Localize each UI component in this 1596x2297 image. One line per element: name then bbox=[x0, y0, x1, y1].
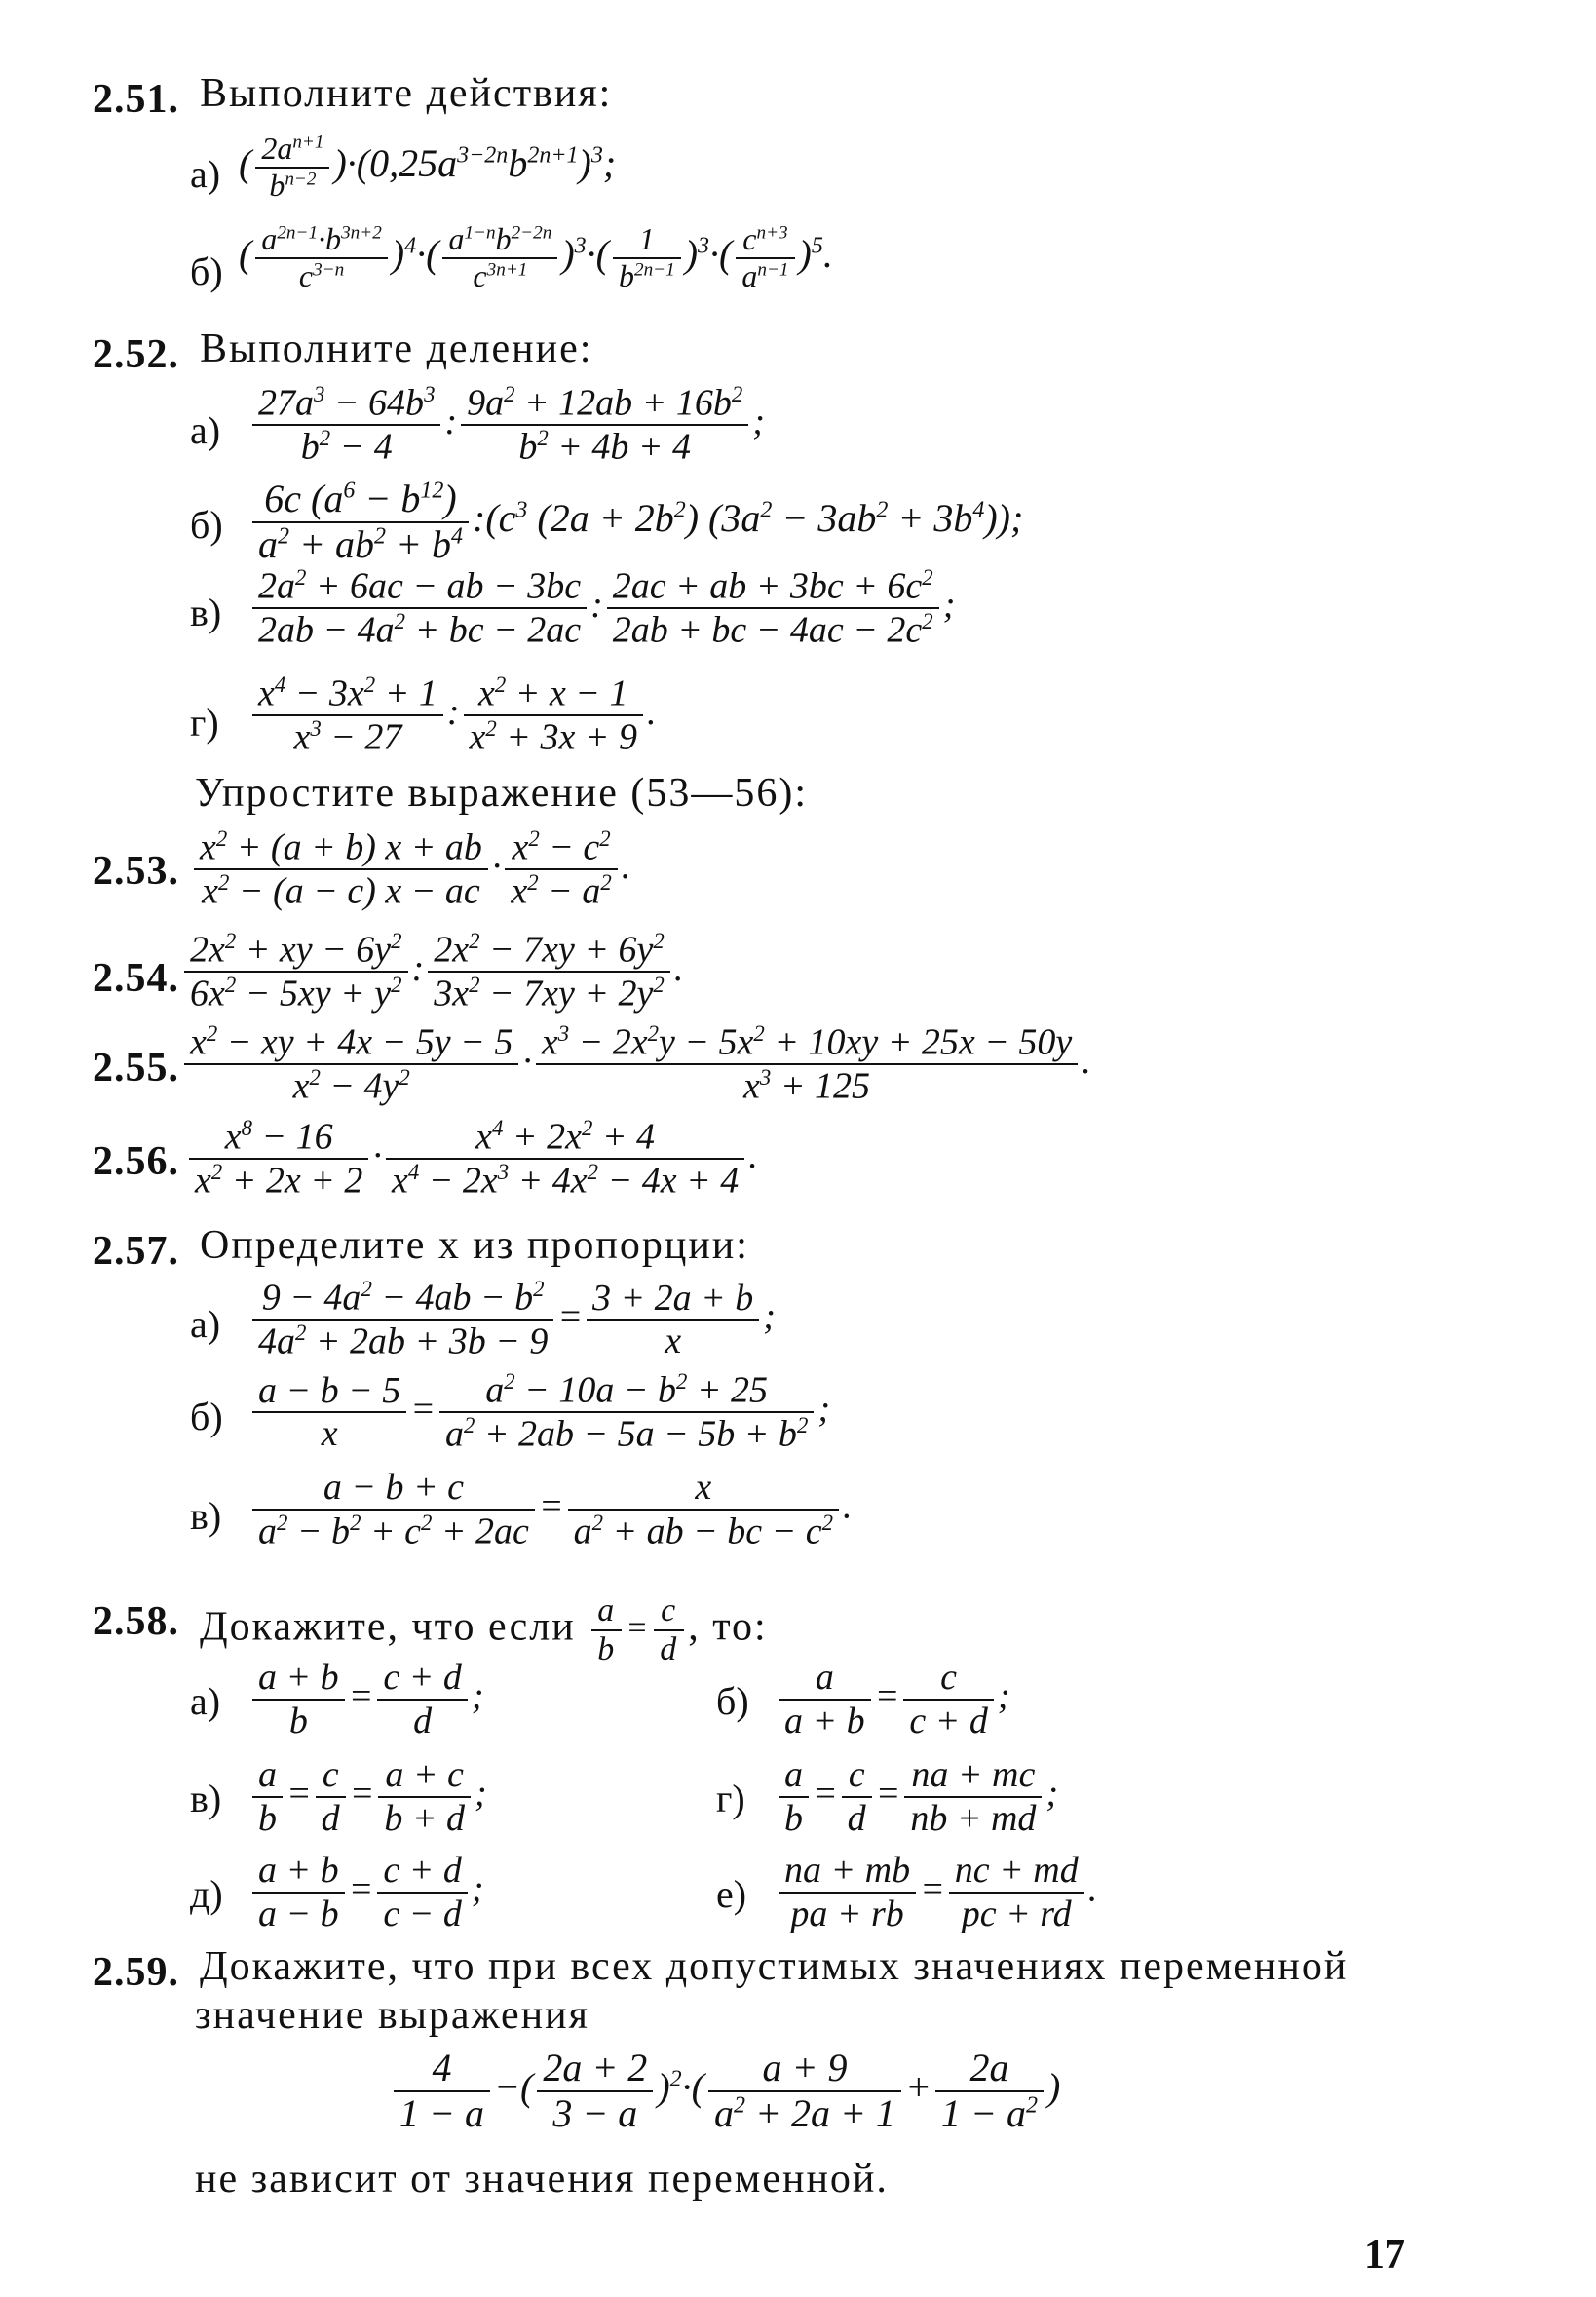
problem-text: Докажите, что при всех допустимых значениях переменной bbox=[200, 1944, 1349, 1989]
problem-number: 2.53. bbox=[93, 849, 179, 894]
item-label: в) bbox=[190, 1494, 222, 1538]
problem-number: 2.54. bbox=[93, 956, 179, 1001]
item-label: б) bbox=[190, 1395, 223, 1438]
problem-title: Определите x из пропорции: bbox=[200, 1223, 749, 1268]
problem-number: 2.56. bbox=[93, 1139, 179, 1184]
item-label: а) bbox=[190, 1302, 221, 1346]
math-expression: $\frac{9 - 4a^2 - 4ab - b^2}{4a^2 + 2ab + 3b - 9}$ = $\frac{3 + 2a + b}{x}$ ; bbox=[248, 1277, 776, 1362]
math-expression: $\frac{27a^3 - 64b^3}{b^2 - 4}$ : $\frac{9a^2 + 12ab + 16b^2}{b^2 + 4b + 4}$ ; bbox=[248, 382, 765, 468]
problem-number: 2.57. bbox=[93, 1229, 179, 1274]
item-label: а) bbox=[190, 408, 221, 452]
math-expression: $\frac{x^4 - 3x^2 + 1}{x^3 - 27}$ : $\frac{x^2 + x - 1}{x^2 + 3x + 9}$ . bbox=[248, 672, 656, 758]
item-label: г) bbox=[190, 701, 219, 745]
problem-number: 2.58. bbox=[93, 1599, 179, 1644]
item-label: а) bbox=[190, 152, 221, 196]
item-label: е) bbox=[716, 1872, 747, 1916]
math-expression: $\frac{2x^2 + xy - 6y^2}{6x^2 - 5xy + y^2}$ : $\frac{2x^2 - 7xy + 6y^2}{3x^2 - 7xy + 2y^2}$ . bbox=[180, 929, 683, 1015]
problem-number: 2.55. bbox=[93, 1046, 179, 1091]
math-expression: $\frac{na + mb}{pa + rb}$ = $\frac{nc + md}{pc + rd}$ . bbox=[775, 1850, 1097, 1934]
math-expression: $\frac{a}{b}$ = $\frac{c}{d}$ = $\frac{a + c}{b + d}$ ; bbox=[248, 1754, 487, 1839]
math-expression: $\frac{x^8 - 16}{x^2 + 2x + 2}$ · $\frac{x^4 + 2x^2 + 4}{x^4 - 2x^3 + 4x^2 - 4x + 4}$ . bbox=[185, 1116, 758, 1202]
math-expression: ( $\frac{a^{2n-1}\cdot b^{3n+2}}{c^{3-n}}$ )$^4$·( $\frac{a^{1-n}b^{2-2n}}{c^{3n+1}}$ )$^3$·( $\frac{1}{b^{2n-1}}$ )$^3$·( $\frac{c^{n+3}}{a^{n-1}}$ )$^5$. bbox=[239, 221, 833, 293]
item-label: д) bbox=[190, 1872, 223, 1916]
problem-number: 2.51. bbox=[93, 77, 179, 122]
math-expression: $\frac{a}{b}$ = $\frac{c}{d}$ = $\frac{na + mc}{nb + md}$ ; bbox=[775, 1754, 1058, 1839]
problem-text: значение выражения bbox=[195, 1993, 589, 2038]
item-label: в) bbox=[190, 1777, 222, 1820]
math-expression: $\frac{a}{a + b}$ = $\frac{c}{c + d}$ ; bbox=[775, 1657, 1009, 1742]
math-expression: $\frac{a + b}{b}$ = $\frac{c + d}{d}$ ; bbox=[248, 1657, 483, 1742]
page-number: 17 bbox=[1364, 2233, 1405, 2278]
math-expression: $\frac{4}{1 - a}$ −( $\frac{2a + 2}{3 - a}$ )$^2$·( $\frac{a + 9}{a^2 + 2a + 1}$ + $\frac{2a}{1 - a^2}$ ) bbox=[390, 2047, 1060, 2136]
problem-number: 2.52. bbox=[93, 332, 179, 377]
problem-title: Выполните деление: bbox=[200, 326, 593, 371]
math-expression: $\frac{a - b + c}{a^2 - b^2 + c^2 + 2ac}$ = $\frac{x}{a^2 + ab - bc - c^2}$ . bbox=[248, 1467, 853, 1552]
math-expression: ( $\frac{2a^{n+1}}{b^{n-2}}$ )$\cdot(0,25a^{3-2n}b^{2n+1})^3$; bbox=[239, 131, 617, 203]
problem-title: Выполните действия: bbox=[200, 71, 613, 116]
problem-title: Докажите, что если $\frac{a}{b}$ = $\frac{c}{d}$ , то: bbox=[200, 1592, 768, 1668]
math-expression: $\frac{x^2 + (a + b) x + ab}{x^2 - (a - c) x - ac}$ · $\frac{x^2 - c^2}{x^2 - a^2}$ . bbox=[190, 826, 630, 912]
section-heading: Упростите выражение (53—56): bbox=[195, 771, 809, 816]
item-label: в) bbox=[190, 591, 222, 634]
item-label: г) bbox=[716, 1777, 745, 1820]
item-label: а) bbox=[190, 1679, 221, 1723]
item-label: б) bbox=[190, 249, 223, 293]
problem-number: 2.59. bbox=[93, 1950, 179, 1995]
math-expression: $\frac{a + b}{a - b}$ = $\frac{c + d}{c - d}$ ; bbox=[248, 1850, 483, 1934]
problem-text: не зависит от значения переменной. bbox=[195, 2157, 889, 2201]
math-expression: $\frac{a - b - 5}{x}$ = $\frac{a^2 - 10a - b^2 + 25}{a^2 + 2ab - 5a - 5b + b^2}$ ; bbox=[248, 1369, 830, 1455]
math-expression: $\frac{6c (a^6 - b^{12})}{a^2 + ab^2 + b^4}$ $:(c^3$ $(2a + 2b^2)$ $(3a^2 - 3ab^2 + 3b^4)$); bbox=[248, 478, 1023, 567]
math-expression: $\frac{x^2 - xy + 4x - 5y - 5}{x^2 - 4y^2}$ · $\frac{x^3 - 2x^2y - 5x^2 + 10xy + 25x - 50y}{x^3 + 125}$ . bbox=[180, 1021, 1091, 1107]
item-label: б) bbox=[716, 1679, 749, 1723]
item-label: б) bbox=[190, 503, 223, 547]
math-expression: $\frac{2a^2 + 6ac - ab - 3bc}{2ab - 4a^2 + bc - 2ac}$ : $\frac{2ac + ab + 3bc + 6c^2}{2ab + bc - 4ac - 2c^2}$ ; bbox=[248, 565, 955, 651]
